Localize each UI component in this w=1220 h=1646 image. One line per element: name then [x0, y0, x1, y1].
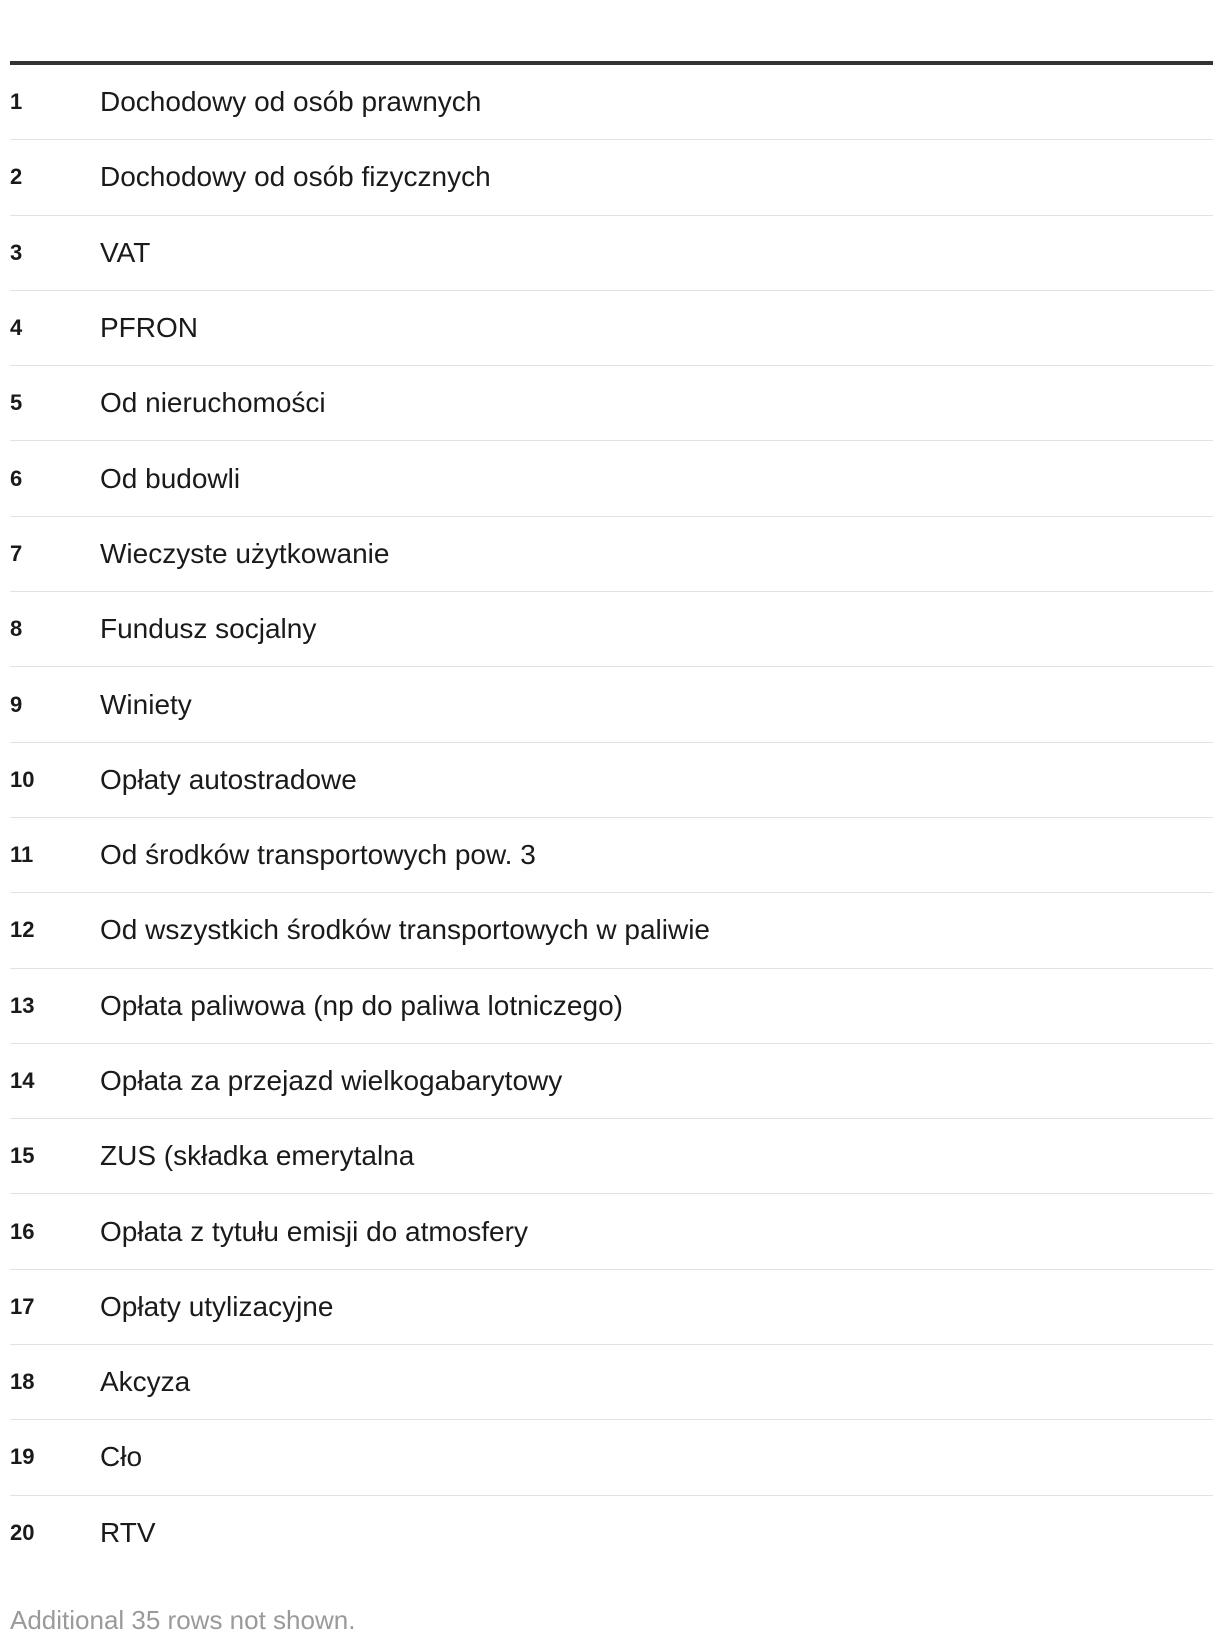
row-number: 9: [10, 691, 23, 717]
row-label: Od wszystkich środków transportowych w paliwie: [100, 914, 710, 946]
row-label: Od środków transportowych pow. 3: [100, 839, 536, 871]
row-label: VAT: [100, 236, 151, 268]
table-row: [10, 743, 1213, 818]
table-row: [10, 818, 1213, 893]
row-number: 10: [10, 766, 35, 792]
row-label: Cło: [100, 1441, 143, 1473]
row-label: PFRON: [100, 312, 198, 344]
row-label: ZUS (składka emerytalna: [100, 1140, 415, 1172]
table-row: [10, 893, 1213, 968]
table-row: [10, 441, 1213, 516]
row-label: Od nieruchomości: [100, 387, 326, 419]
row-number: 20: [10, 1520, 35, 1546]
row-number: 7: [10, 540, 23, 566]
table-row: [10, 1044, 1213, 1119]
row-label: Dochodowy od osób prawnych: [100, 86, 482, 118]
row-label: Winiety: [100, 688, 192, 720]
row-label: RTV: [100, 1517, 156, 1549]
table-row: [10, 216, 1213, 291]
row-label: Akcyza: [100, 1366, 191, 1398]
row-number: 11: [10, 842, 34, 868]
table-footnote: Additional 35 rows not shown.: [10, 1605, 356, 1635]
table-row: [10, 592, 1213, 667]
row-number: 12: [10, 917, 35, 943]
row-number: 14: [10, 1068, 35, 1093]
row-label: Opłata paliwowa (np do paliwa lotniczego): [100, 989, 623, 1021]
row-label: Dochodowy od osób fizycznych: [100, 161, 491, 193]
table-row: [10, 366, 1213, 441]
row-number: 3: [10, 239, 23, 265]
table-row: [10, 291, 1213, 366]
row-label: Opłata z tytułu emisji do atmosfery: [100, 1215, 528, 1247]
table-row: [10, 1119, 1213, 1194]
table-row: [10, 1270, 1213, 1345]
row-number: 19: [10, 1444, 35, 1470]
table-body: [10, 65, 1213, 1571]
row-label: Opłata za przejazd wielkogabarytowy: [100, 1065, 563, 1096]
table-row: [10, 517, 1213, 592]
row-number: 8: [10, 616, 23, 642]
row-number: 5: [10, 390, 23, 416]
table-row: [10, 969, 1213, 1044]
table-row: [10, 1345, 1213, 1420]
row-label: Wieczyste użytkowanie: [100, 537, 390, 569]
data-table: [10, 61, 1213, 1571]
table-row: [10, 1496, 1213, 1571]
row-number: 4: [10, 315, 23, 341]
row-number: 18: [10, 1369, 35, 1395]
row-number: 17: [10, 1293, 35, 1319]
row-number: 15: [10, 1143, 35, 1169]
row-number: 13: [10, 992, 35, 1018]
table-row: [10, 1194, 1213, 1269]
row-label: Opłaty autostradowe: [100, 763, 357, 795]
table-row: [10, 667, 1213, 742]
table-row: [10, 65, 1213, 140]
row-label: Od budowli: [100, 462, 241, 494]
row-number: 2: [10, 164, 23, 190]
row-number: 6: [10, 465, 23, 491]
row-label: Fundusz socjalny: [100, 613, 317, 645]
table-row: [10, 140, 1213, 215]
table-row: [10, 1420, 1213, 1495]
row-number: 1: [10, 89, 23, 115]
row-number: 16: [10, 1218, 35, 1244]
row-label: Opłaty utylizacyjne: [100, 1290, 334, 1322]
